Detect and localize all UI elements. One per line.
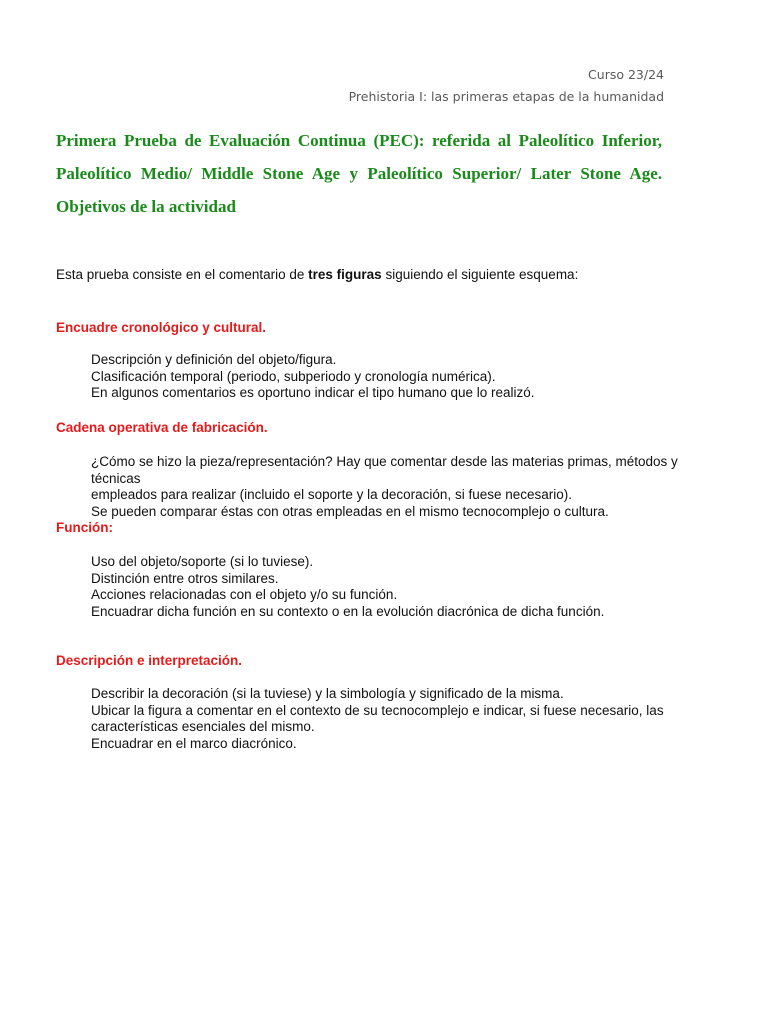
list-item: Describir la decoración (si la tuviese) y la simbología y significado de la misma. [91,686,564,701]
list-item: En algunos comentarios es oportuno indicar el tipo humano que lo realizó. [91,385,535,400]
list-item: empleados para realizar (incluido el soporte y la decoración, si fuese necesario). [91,487,573,502]
intro-paragraph [56,266,696,284]
section-body-encuadre [91,352,711,402]
list-item: Uso del objeto/soporte (si lo tuviese). [91,554,314,569]
subject-label: Prehistoria I: las primeras etapas de la humanidad [348,89,664,104]
list-item: Ubicar la figura a comentar en el contexto de su tecnocomplejo e indicar, si fuese necesario, las [91,702,664,718]
list-item: ¿Cómo se hizo la pieza/representación? Hay que comentar desde las materias primas, métodos y técnicas [91,454,678,486]
intro-text-before: Esta prueba consiste en el comentario de [56,267,309,282]
document-title: Primera Prueba de Evaluación Continua (PEC): referida al Paleolítico Inferior, Paleolítico Medio/ Middle Stone Age y Paleolítico Superior/ Later Stone Age. Objetivos de la actividad [56,131,662,216]
list-item: Encuadrar en el marco diacrónico. [91,735,297,751]
list-item: Clasificación temporal (periodo, subperiodo y cronología numérica). [91,368,496,384]
intro-text-bold: tres figuras [308,267,382,282]
list-item: características esenciales del mismo. [91,719,315,734]
page-header [349,64,664,108]
section-body-cadena [91,454,711,520]
list-item: Acciones relacionadas con el objeto y/o su función. [91,587,398,602]
list-item: Se pueden comparar éstas con otras empleadas en el mismo tecnocomplejo o cultura. [91,503,609,519]
section-body-descripcion [91,686,711,752]
section-heading-encuadre: Encuadre cronológico y cultural. [56,320,267,335]
list-item: Encuadrar dicha función en su contexto o en la evolución diacrónica de dicha función. [91,603,605,619]
section-heading-funcion: Función: [56,520,113,535]
course-label: Curso 23/24 [588,67,664,82]
section-body-funcion [91,554,711,620]
list-item: Descripción y definición del objeto/figura. [91,352,337,367]
section-heading-descripcion: Descripción e interpretación. [56,653,243,668]
section-heading-cadena: Cadena operativa de fabricación. [56,420,268,435]
intro-text-after: siguiendo el siguiente esquema: [381,267,579,282]
list-item: Distinción entre otros similares. [91,570,279,586]
